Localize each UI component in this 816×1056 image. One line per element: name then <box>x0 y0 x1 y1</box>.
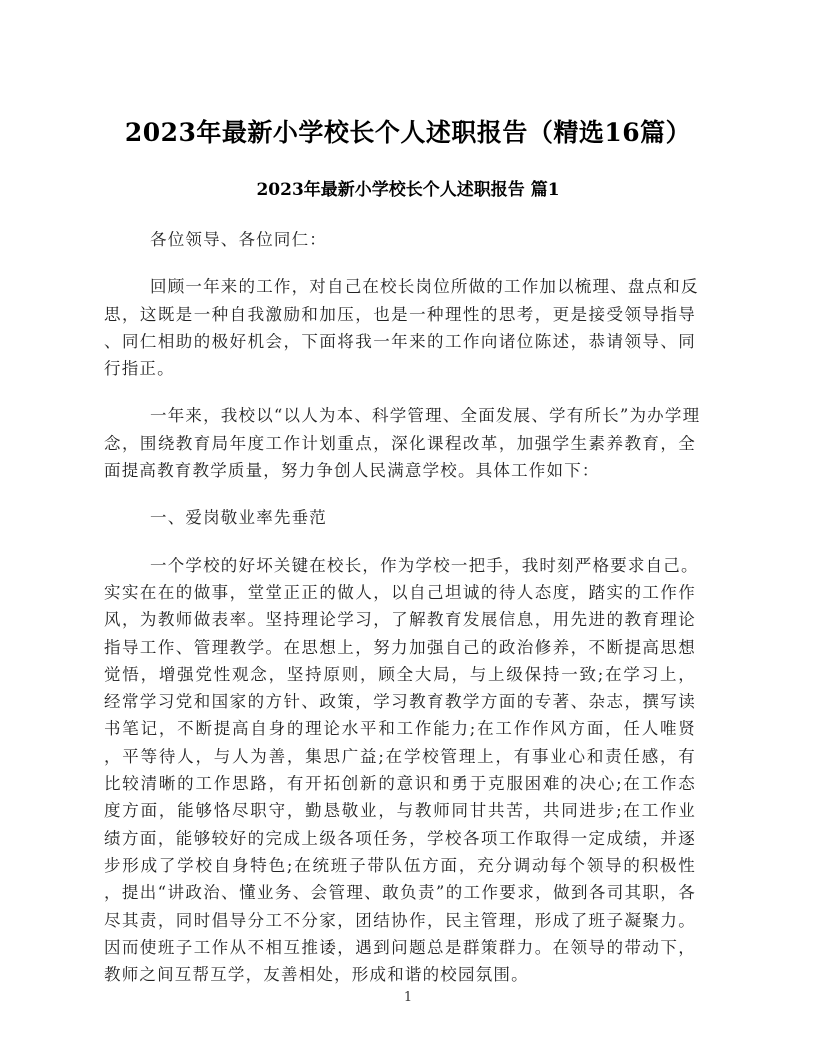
text-line: 面提高教育教学质量，努力争创人民满意学校。具体工作如下： <box>104 461 600 481</box>
text-line: 一个学校的好坏关键在校长，作为学校一把手，我时刻严格要求自己。 <box>150 555 699 575</box>
text-line: 经常学习党和国家的方针、政策，学习教育教学方面的专著、杂志，撰写读 <box>104 692 696 712</box>
text-line: 教师之间互帮互学，友善相处，形成和谐的校园氛围。 <box>104 965 529 985</box>
document-body <box>104 226 701 1008</box>
philosophy-paragraph <box>104 402 701 484</box>
text-line: 、同仁相助的极好机会，下面将我一年来的工作向诸位陈述，恭请领导、同 <box>104 331 696 351</box>
text-line: 思，这既是一种自我激励和加压，也是一种理性的思考，更是接受领导指导 <box>104 304 696 324</box>
text-line: 一、爱岗敬业率先垂范 <box>150 508 327 528</box>
page-number: 1 <box>403 990 413 1005</box>
text-line: 步形成了学校自身特色;在统班子带队伍方面，充分调动每个领导的积极性 <box>104 855 696 875</box>
text-line: 指导工作、管理教学。在思想上，努力加强自己的政治修养，不断提高思想 <box>104 637 696 657</box>
intro-paragraph <box>104 273 699 382</box>
text-line: 因而使班子工作从不相互推诿，遇到问题总是群策群力。在领导的带动下， <box>104 937 696 957</box>
text-line: 回顾一年来的工作，对自己在校长岗位所做的工作加以梳理、盘点和反 <box>150 277 699 297</box>
text-line: 度方面，能够恪尽职守，勤恳敬业，与教师同甘共苦，共同进步;在工作业 <box>104 801 696 821</box>
text-line: ，平等待人，与人为善，集思广益;在学校管理上，有事业心和责任感，有 <box>104 746 696 766</box>
text-line: 书笔记，不断提高自身的理论水平和工作能力;在工作作风方面，任人唯贤 <box>104 719 696 739</box>
text-line: 尽其责，同时倡导分工不分家，团结协作，民主管理，形成了班子凝聚力。 <box>104 910 696 930</box>
text-line: 一年来，我校以“以人为本、科学管理、全面发展、学有所长”为办学理 <box>150 406 701 426</box>
text-line: 比较清晰的工作思路，有开拓创新的意识和勇于克服困难的决心;在工作态 <box>104 774 696 794</box>
text-line: 觉悟，增强党性观念，坚持原则，顾全大局，与上级保持一致;在学习上， <box>104 664 696 684</box>
text-line: 风，为教师做表率。坚持理论学习，了解教育发展信息，用先进的教育理论 <box>104 610 696 630</box>
text-line: ，提出“讲政治、懂业务、会管理、敢负责”的工作要求，做到各司其职，各 <box>104 883 696 903</box>
section-one-heading <box>104 504 696 531</box>
text-line: 各位领导、各位同仁： <box>150 230 327 249</box>
text-line: 行指正。 <box>104 359 175 379</box>
text-line: 念，围绕教育局年度工作计划重点，深化课程改革，加强学生素养教育，全 <box>104 433 696 453</box>
section-heading: 2023年最新小学校长个人述职报告 篇1 <box>256 180 560 200</box>
text-line: 实实在在的做事，堂堂正正的做人，以自己坦诚的待人态度，踏实的工作作 <box>104 582 696 602</box>
salutation-paragraph <box>104 226 696 253</box>
section-one-paragraph <box>104 552 699 989</box>
document-title: 2023年最新小学校长个人述职报告（精选16篇） <box>124 118 692 147</box>
text-line: 绩方面，能够较好的完成上级各项任务，学校各项工作取得一定成绩，并逐 <box>104 828 696 848</box>
